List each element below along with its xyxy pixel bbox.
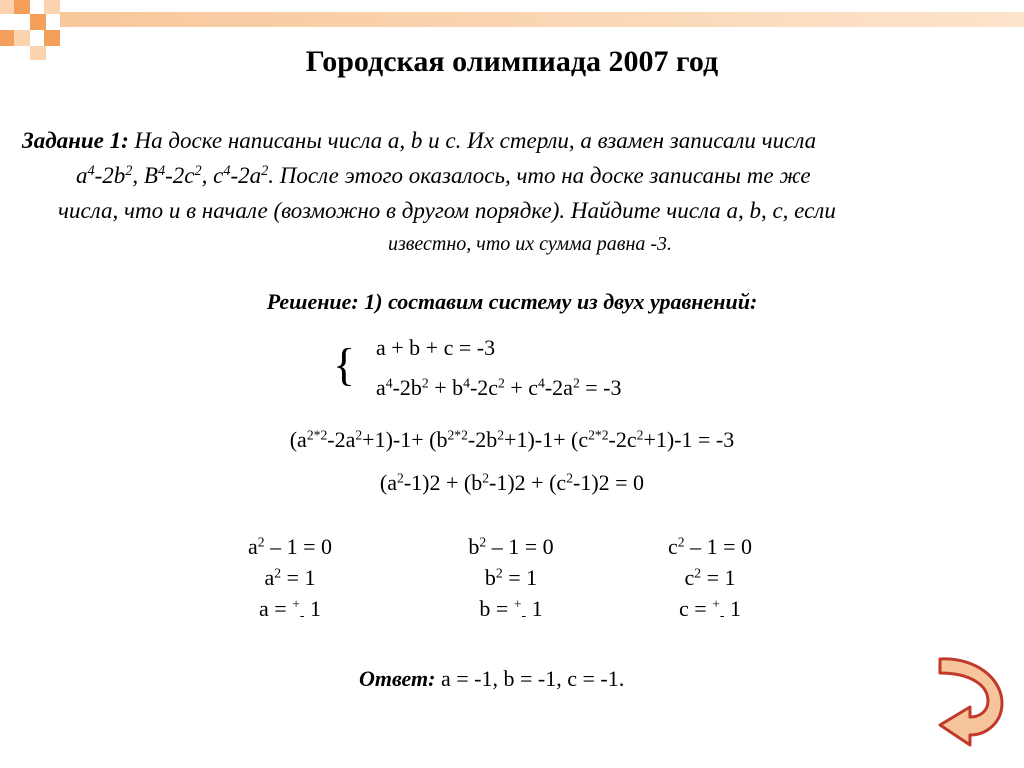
page-title: Городская олимпиада 2007 год	[305, 45, 719, 78]
task-line-1: Задание 1: На доске написаны числа a, b и c. Их стерли, а взамен записали числа	[22, 128, 817, 153]
column-c	[630, 531, 790, 624]
column-b-row-3: b = +$_-$ 1	[479, 596, 543, 623]
squares-equation: $(a^2-1)2 + (b^2-1)2 + (c^2-1)2 = 0$	[379, 470, 645, 495]
return-arrow-icon[interactable]	[936, 655, 1008, 747]
answer	[359, 666, 624, 692]
column-c-row-1: $c^2 - 1 = 0$	[668, 534, 752, 559]
column-b-row-1: $b^2 - 1 = 0$	[468, 534, 554, 559]
system-brace: {	[333, 339, 356, 390]
task-line-3: числа, что и в начале (возможно в другом порядке). Найдите числа a, b, c, если	[58, 198, 836, 223]
answer-label: Ответ:	[359, 666, 436, 691]
expanded-equation: $(a^{2*2}-2a^2+1)-1+ (b^{2*2}-2b^2+1)-1+ (c^{2*2}-2c^2+1)-1 = -3$	[289, 427, 735, 452]
system-equation-2: $a^4-2b^2 + b^4-2c^2 + c^4-2a^2 = -3$	[376, 375, 622, 400]
column-c-row-3: c = +$_-$ 1	[679, 596, 741, 623]
column-a-row-3: a = +$_-$ 1	[259, 596, 321, 623]
column-a-row-2: $a^2 = 1$	[264, 565, 316, 590]
solution-heading: Решение: 1) составим систему из двух уравнений:	[266, 289, 758, 314]
column-a-row-1: $a^2 - 1 = 0$	[248, 534, 332, 559]
column-b-row-2: $b^2 = 1$	[484, 565, 538, 590]
column-c-row-2: $c^2 = 1$	[684, 565, 736, 590]
task-line-4: известно, что их сумма равна -3.	[387, 233, 673, 255]
column-b	[431, 531, 591, 624]
system-equation-1: a + b + c = -3	[376, 335, 496, 360]
header-bar	[60, 12, 1024, 27]
task-label: Задание 1:	[22, 128, 129, 153]
task-line-2: $a^4-2b^2$, $B^4-2c^2$, $c^4-2a^2$. После этого оказалось, что на доске записаны те же	[76, 163, 811, 188]
answer-text: a = -1, b = -1, c = -1.	[435, 666, 625, 691]
column-a	[210, 531, 370, 624]
